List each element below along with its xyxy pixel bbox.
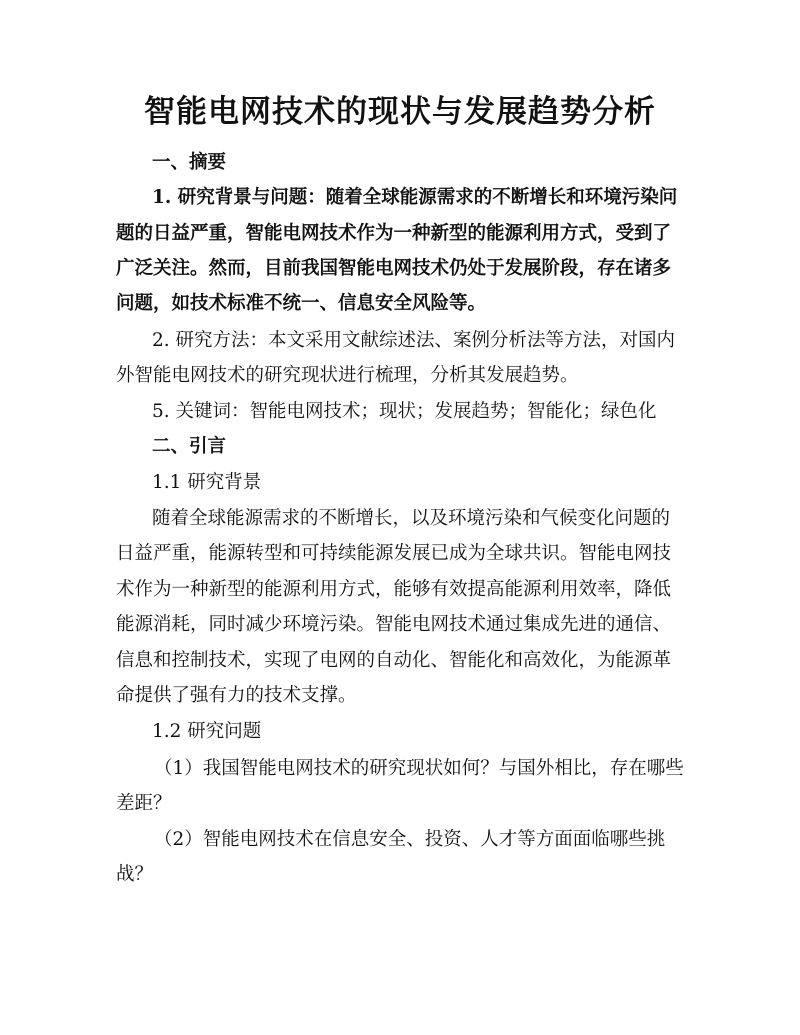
question-line: （2）智能电网技术在信息安全、投资、人才等方面面临哪些挑 xyxy=(154,829,666,850)
background-line: 日益严重，能源转型和可持续能源发展已成为全球共识。智能电网技 xyxy=(116,543,672,564)
abstract-line: 题的日益严重，智能电网技术作为一种新型的能源利用方式，受到了 xyxy=(116,223,672,244)
question-line: 战？ xyxy=(116,864,154,885)
background-line: 随着全球能源需求的不断增长，以及环境污染和气候变化问题的 xyxy=(152,508,671,529)
section-heading-introduction: 二、引言 xyxy=(152,436,227,457)
question-line: （1）我国智能电网技术的研究现状如何？与国外相比，存在哪些 xyxy=(154,758,684,779)
keywords-line: 5. 关键词：智能电网技术；现状；发展趋势；智能化；绿色化 xyxy=(152,401,657,422)
abstract-line: 广泛关注。然而，目前我国智能电网技术仍处于发展阶段，存在诸多 xyxy=(116,258,672,279)
method-line: 2. 研究方法：本文采用文献综述法、案例分析法等方法，对国内 xyxy=(152,330,676,351)
background-line: 能源消耗，同时减少环境污染。智能电网技术通过集成先进的通信、 xyxy=(116,614,672,635)
subsection-heading-questions: 1.2 研究问题 xyxy=(152,721,262,742)
method-line: 外智能电网技术的研究现状进行梳理，分析其发展趋势。 xyxy=(116,365,579,386)
background-line: 命提供了强有力的技术支撑。 xyxy=(116,685,357,706)
section-heading-abstract: 一、摘要 xyxy=(152,152,227,173)
document-title: 智能电网技术的现状与发展趋势分析 xyxy=(144,94,656,130)
background-line: 信息和控制技术，实现了电网的自动化、智能化和高效化，为能源革 xyxy=(116,650,672,671)
subsection-heading-background: 1.1 研究背景 xyxy=(152,472,262,493)
abstract-line: 1. 研究背景与问题：随着全球能源需求的不断增长和环境污染问 xyxy=(152,187,678,208)
question-line: 差距？ xyxy=(116,793,172,814)
abstract-line: 问题，如技术标准不统一、信息安全风险等。 xyxy=(116,293,487,314)
background-line: 术作为一种新型的能源利用方式，能够有效提高能源利用效率，降低 xyxy=(116,579,672,600)
